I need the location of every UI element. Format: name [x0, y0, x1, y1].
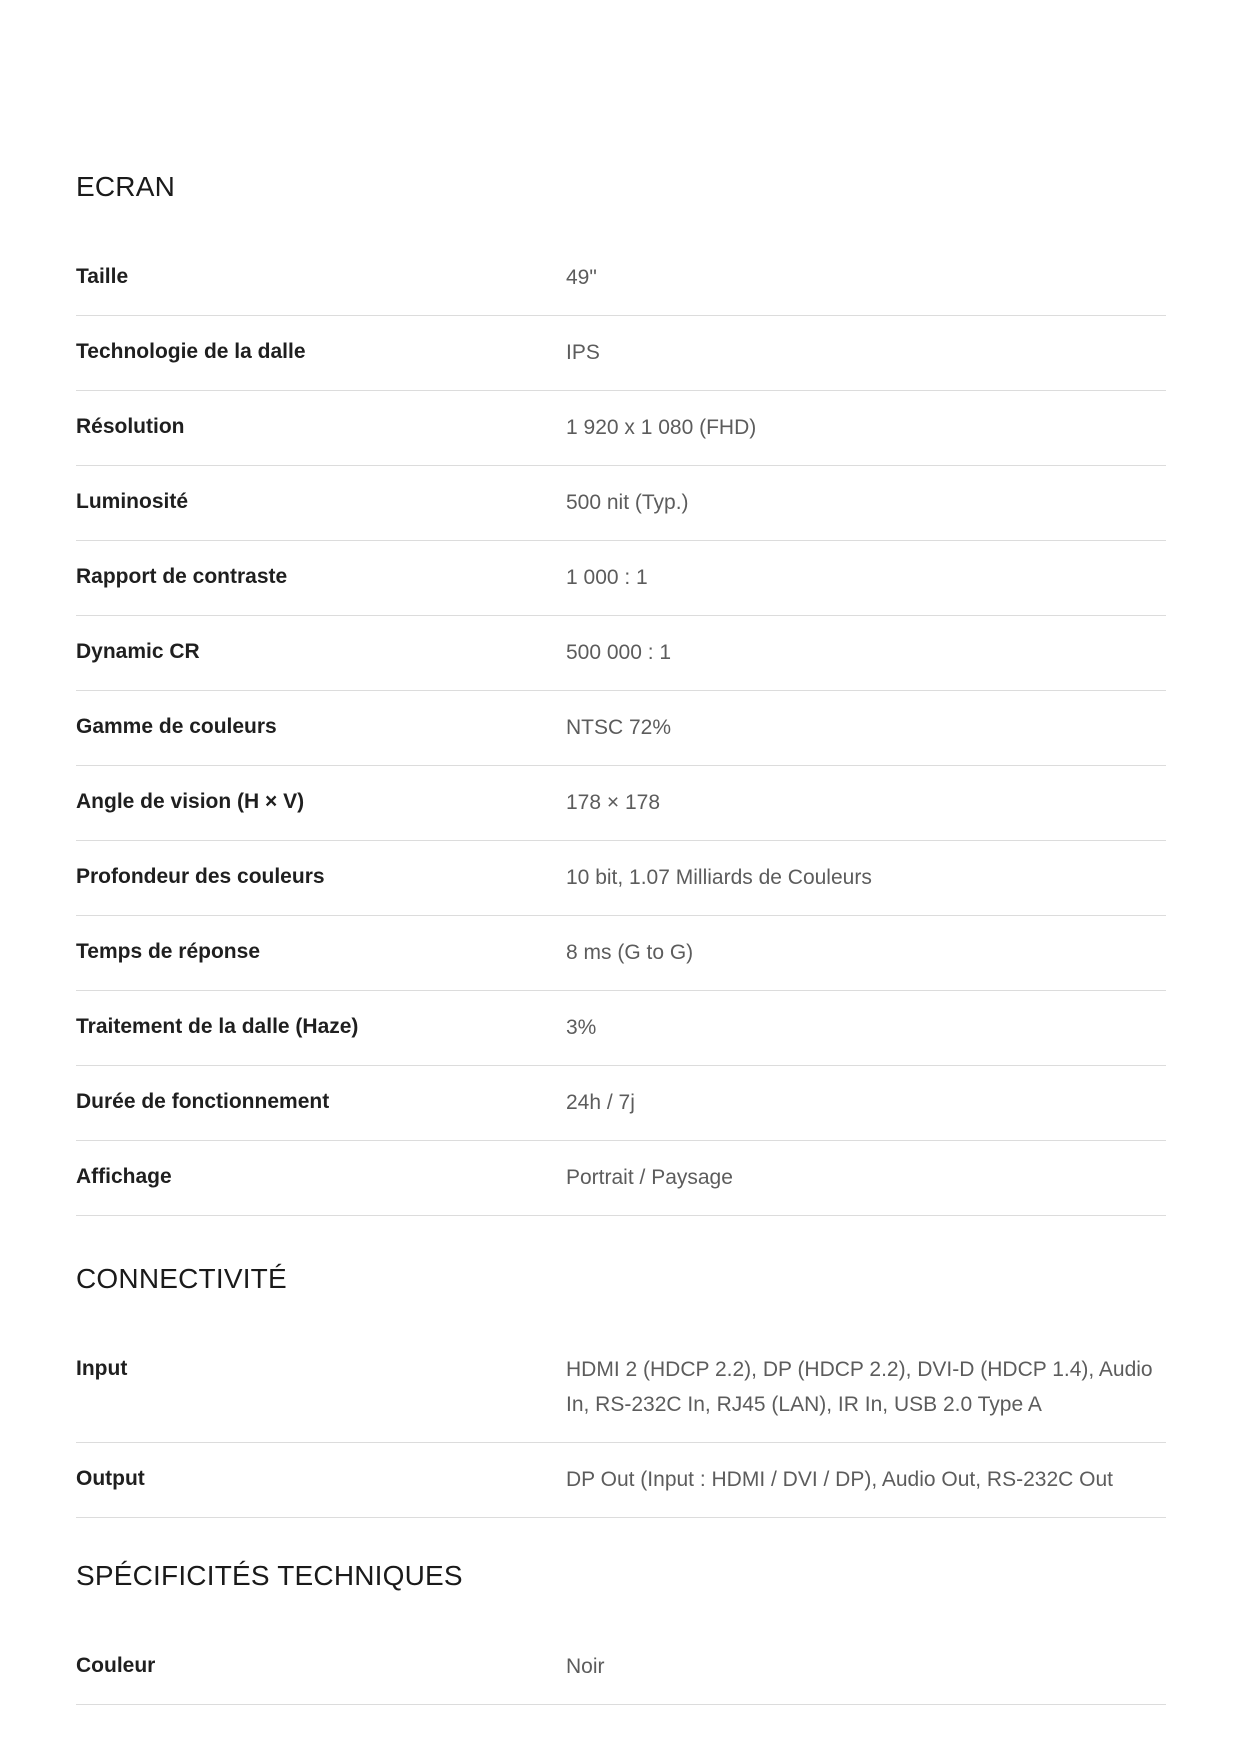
spec-value: DP Out (Input : HDMI / DVI / DP), Audio Out, RS-232C Out	[566, 1468, 1113, 1491]
spec-row	[76, 691, 1166, 766]
spec-label: Technologie de la dalle	[76, 340, 306, 363]
spec-label: Temps de réponse	[76, 940, 260, 963]
spec-value: 3%	[566, 1016, 597, 1039]
section-title: ECRAN	[76, 171, 176, 202]
spec-value: 1 000 : 1	[566, 566, 648, 589]
spec-label: Durée de fonctionnement	[76, 1090, 330, 1113]
spec-table	[76, 1630, 1166, 1705]
spec-label: Traitement de la dalle (Haze)	[76, 1015, 359, 1038]
spec-row	[76, 466, 1166, 541]
spec-label: Output	[76, 1467, 145, 1490]
spec-label: Rapport de contraste	[76, 565, 288, 588]
spec-row	[76, 841, 1166, 916]
spec-label: Luminosité	[76, 490, 189, 513]
spec-value: IPS	[566, 341, 600, 364]
section-title: SPÉCIFICITÉS TECHNIQUES	[76, 1560, 463, 1591]
spec-value: 10 bit, 1.07 Milliards de Couleurs	[566, 866, 872, 889]
spec-row	[76, 916, 1166, 991]
section-specificites-techniques	[76, 1559, 1166, 1705]
spec-row	[76, 541, 1166, 616]
spec-table	[76, 241, 1166, 1216]
section-connectivite	[76, 1262, 1166, 1518]
spec-row	[76, 241, 1166, 316]
spec-row	[76, 1443, 1166, 1518]
spec-value: Portrait / Paysage	[566, 1166, 733, 1189]
spec-value: HDMI 2 (HDCP 2.2), DP (HDCP 2.2), DVI-D (HDCP 1.4), Audio In, RS-232C In, RJ45 (LAN), IR In, USB 2.0 Type A	[566, 1358, 1153, 1416]
spec-label: Taille	[76, 265, 129, 288]
spec-label: Profondeur des couleurs	[76, 865, 325, 888]
spec-label: Affichage	[76, 1165, 172, 1188]
spec-value: 24h / 7j	[566, 1091, 635, 1114]
spec-value: 500 nit (Typ.)	[566, 491, 689, 514]
spec-row	[76, 1333, 1166, 1443]
spec-value: 49"	[566, 266, 597, 289]
spec-table	[76, 1333, 1166, 1518]
spec-value: Noir	[566, 1655, 605, 1678]
spec-row	[76, 616, 1166, 691]
spec-row	[76, 391, 1166, 466]
section-ecran	[76, 170, 1166, 1216]
spec-row	[76, 991, 1166, 1066]
spec-label: Dynamic CR	[76, 640, 200, 663]
section-title: CONNECTIVITÉ	[76, 1263, 287, 1294]
spec-value: 1 920 x 1 080 (FHD)	[566, 416, 757, 439]
spec-row	[76, 1066, 1166, 1141]
spec-label: Input	[76, 1357, 128, 1380]
spec-value: 500 000 : 1	[566, 641, 672, 664]
spec-row	[76, 1630, 1166, 1705]
spec-label: Couleur	[76, 1654, 156, 1677]
spec-row	[76, 766, 1166, 841]
spec-value: NTSC 72%	[566, 716, 672, 739]
spec-value: 178 × 178	[566, 791, 661, 814]
spec-row	[76, 1141, 1166, 1216]
spec-label: Gamme de couleurs	[76, 715, 277, 738]
spec-label: Angle de vision (H × V)	[76, 790, 305, 813]
spec-row	[76, 316, 1166, 391]
spec-label: Résolution	[76, 415, 185, 438]
spec-value: 8 ms (G to G)	[566, 941, 694, 964]
